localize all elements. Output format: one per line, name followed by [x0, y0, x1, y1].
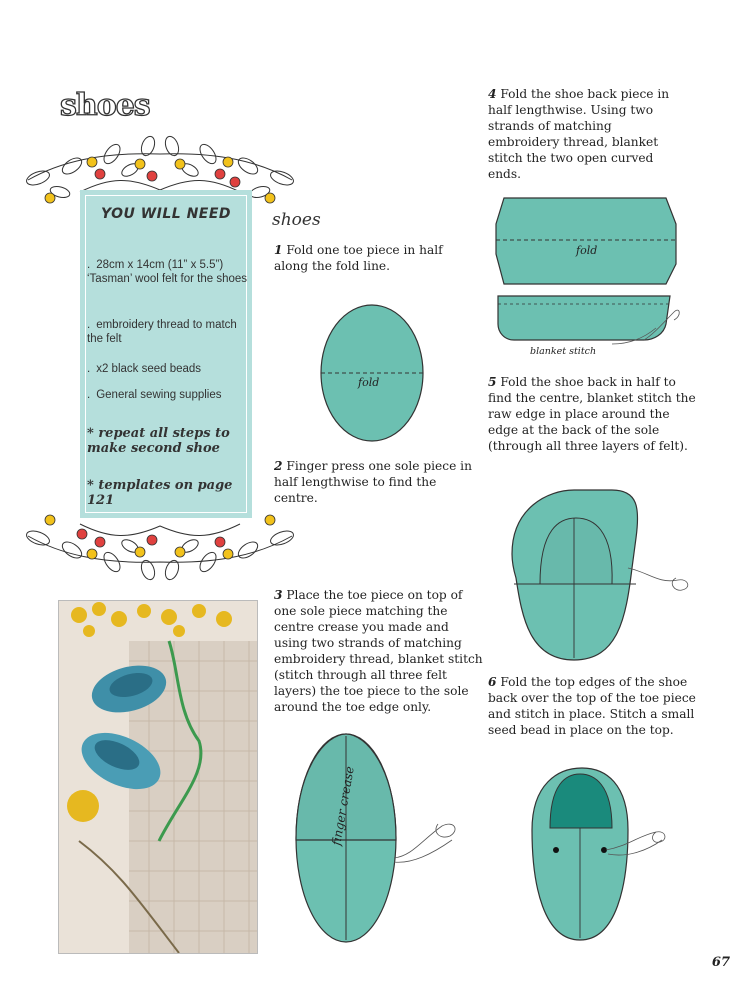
toe-on-sole-diagram — [282, 728, 472, 946]
floral-border-bottom — [20, 508, 300, 584]
you-will-need-panel — [80, 190, 252, 518]
shoes-photo — [58, 600, 258, 954]
need-item: . 28cm x 14cm (11” x 5.5”) ‘Tasman’ wool felt for the shoes — [87, 259, 248, 285]
page-number: 67 — [711, 955, 730, 970]
step-5: 5 Fold the shoe back in half to find the centre, blanket stitch the raw edge in place around the edge at the back of the sole (through all three layers of felt). — [488, 375, 696, 453]
step-3: 3 Place the toe piece on top of one sole piece matching the centre crease you made and using two strands of matching embroidery thread, blanket stitch (stitch through all three felt layers) the toe piece to the sole around the toe edge only. — [274, 588, 483, 714]
fold-label: fold — [576, 244, 598, 257]
finished-shoe-diagram — [528, 766, 688, 944]
photo-illustration — [59, 601, 257, 953]
page-title: shoes — [60, 88, 150, 123]
need-item: . General sewing supplies — [87, 389, 222, 401]
step-2: 2 Finger press one sole piece in half lengthwise to find the centre. — [274, 459, 472, 505]
shoe-back-diagram — [494, 194, 684, 364]
fold-label: fold — [358, 376, 380, 389]
step-1: 1 Fold one toe piece in half along the fold line. — [274, 243, 443, 273]
need-item: . x2 black seed beads — [87, 363, 202, 375]
toe-piece-diagram — [318, 302, 428, 444]
step-4: 4 Fold the shoe back piece in half lengthwise. Using two strands of matching embroidery thread, blanket stitch the two open curved ends. — [488, 87, 670, 181]
note-repeat-steps: * repeat all steps to make second shoe — [87, 426, 230, 456]
section-heading: shoes — [272, 210, 321, 230]
step-6: 6 Fold the top edges of the shoe back over the top of the toe piece and stitch in place. Stitch a small seed bead in place on the top. — [488, 675, 696, 737]
note-templates: * templates on page 121 — [87, 478, 233, 508]
blanket-stitch-label: blanket stitch — [530, 346, 597, 357]
you-will-need-heading: YOU WILL NEED — [100, 206, 232, 222]
finger-crease-label: finger crease — [329, 765, 357, 847]
need-item: . embroidery thread to match the felt — [87, 319, 237, 345]
shoe-back-stitched-diagram — [508, 488, 698, 662]
